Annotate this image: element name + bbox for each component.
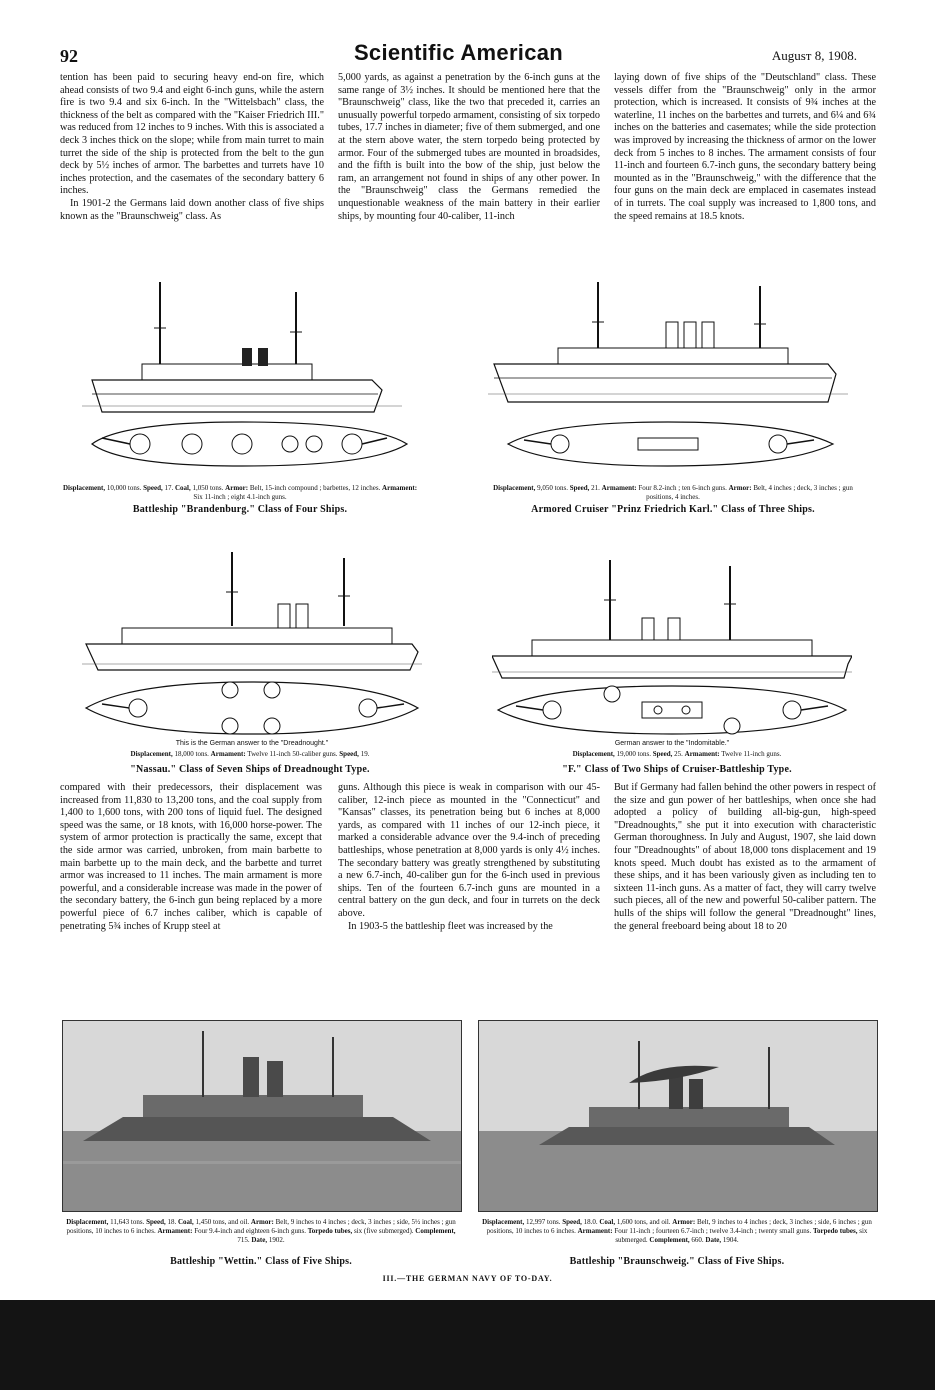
braunschweig-spec bbox=[478, 1218, 876, 1245]
text-column-mid-1 bbox=[60, 782, 322, 933]
paragraph: tention has been paid to securing heavy end-on fire, which ahead consists of two 9.4 and eight 6-inch guns, while the astern fire is two 9.4 and six 6-inch. In the "Wittelsbach" class, the thickness of the belt as compared with the "Kaiser Friedrich III." was reduced from 12 inches to 9 inches. With this is associated a deck 3 inches thick on the slope; while from main turret to main turret the side of the ship is protected from the belt to the gun deck by 5½ inches of armor. The barbettes and turrets have 10 inches protection, and the casemates of the secondary battery 6 inches. bbox=[60, 72, 324, 197]
spec-label: Armament: bbox=[577, 1227, 613, 1235]
spec-label: Armament: bbox=[601, 484, 637, 492]
spec-value: Belt, 9 inches to 4 inches ; deck, 3 inches ; side, 6 inches ; gun positions, 10 inches to 6 inches. bbox=[486, 1218, 872, 1235]
spec-value: Belt, 15-inch compound ; barbettes, 12 inches. bbox=[248, 484, 383, 492]
prinz-friedrich-karl-caption: Armored Cruiser "Prinz Friedrich Karl." Class of Three Ships. bbox=[531, 504, 815, 515]
brandenburg-profile-drawing bbox=[82, 282, 412, 482]
spec-value: 18,000 tons. bbox=[172, 750, 211, 758]
spec-value: 660. bbox=[689, 1236, 706, 1244]
paragraph: laying down of five ships of the "Deutschland" class. These vessels differ from the "Braunschweig" only in the armor protection, which is increased. It consists of 9¾ inches at the waterline, 11 inches on the barbettes and turrets, and 6¼ and 6¾ inches on the batteries and casemates; while the side protection was improved by increasing the thickness of armor on the lower deck from 5 inches to 8 inches. The armament consists of four 11-inch and fourteen 6.7-inch guns, the secondary battery being mounted as in the "Braunschweig," with the difference that the four guns on the main deck are emplaced in casemates instead of in turrets. The coal supply was increased to 1,800 tons, and the speed remains at 18.5 knots. bbox=[614, 72, 876, 222]
spec-value: Twelve 11-inch guns. bbox=[719, 750, 782, 758]
spec-value: 18. bbox=[165, 1218, 178, 1226]
bottom-watermark-band bbox=[0, 1300, 935, 1390]
page-header bbox=[60, 40, 857, 70]
f-class-caption: "F." Class of Two Ships of Cruiser-Battleship Type. bbox=[562, 764, 792, 775]
spec-label: Armor: bbox=[225, 484, 249, 492]
f-class-spec bbox=[492, 750, 862, 759]
spec-label: Date, bbox=[251, 1236, 268, 1244]
prinz-friedrich-karl-spec bbox=[488, 484, 858, 502]
spec-label: Speed, bbox=[652, 750, 673, 758]
spec-value: six (five submerged). bbox=[352, 1227, 416, 1235]
spec-value: Six 11-inch ; eight 4.1-inch guns. bbox=[193, 493, 287, 501]
spec-label: Speed, bbox=[339, 750, 359, 758]
spec-label: Displacement, bbox=[62, 484, 106, 492]
spec-value: 1902. bbox=[267, 1236, 285, 1244]
spec-value: 25. bbox=[672, 750, 685, 758]
text-column-top-3 bbox=[614, 72, 876, 223]
spec-value: 11,643 tons. bbox=[108, 1218, 147, 1226]
braunschweig-photograph bbox=[478, 1020, 878, 1212]
f-class-profile-drawing bbox=[492, 560, 852, 740]
spec-value: 1,450 tons, and oil. bbox=[193, 1218, 251, 1226]
spec-label: Torpedo tubes, bbox=[812, 1227, 858, 1235]
text-column-mid-2 bbox=[338, 782, 600, 933]
paragraph: 5,000 yards, as against a penetration by the 6-inch guns at the same range of 3½ inches. It should be mentioned here that the "Braunschweig" class, like the two that preceded it, carries an unusually powerful torpedo armament, consisting of six torpedo tubes, 17.7 inches in diameter; five of them submerged, and one at the stern above water, the stern torpedo being protected by armor. Four of the submerged tubes are mounted in broadsides, and the fifth is built into the bow of the ship, just below the ram, an arrangement not found in ships of any other power. In the "Braunschweig" class the Germans remedied the unquestionable weakness of the main battery in their earlier ships, by mounting four 40-caliber, 11-inch bbox=[338, 72, 600, 222]
spec-label: Armor: bbox=[728, 484, 752, 492]
spec-label: Armament: bbox=[210, 750, 246, 758]
spec-value: 10,000 tons. bbox=[105, 484, 144, 492]
paragraph: In 1901-2 the Germans laid down another class of five ships known as the "Braunschweig" class. As bbox=[60, 197, 324, 222]
spec-value: 19,000 tons. bbox=[614, 750, 653, 758]
braunschweig-caption: Battleship "Braunschweig." Class of Five Ships. bbox=[569, 1256, 785, 1267]
spec-label: Coal, bbox=[177, 1218, 194, 1226]
paragraph: In 1903-5 the battleship fleet was increased by the bbox=[348, 920, 553, 932]
spec-value: 715. bbox=[237, 1236, 252, 1244]
spec-label: Torpedo tubes, bbox=[307, 1227, 353, 1235]
spec-value: six submerged. bbox=[615, 1227, 868, 1244]
paragraph: But if Germany had fallen behind the other powers in respect of the size and gun power of her battleships, when once she had adopted a policy of building all-big-gun, high-speed "Dreadnoughts," she put it into execution with characteristic German thoroughness. In July and August, 1907, she laid down four "Dreadnoughts" of about 18,000 tons displacement and 19 knots speed. Much doubt has existed as to the armament of these ships, and it has been variously given as including ten to sixteen 11-inch guns. As a matter of fact, they will carry twelve such pieces, all of the new and powerful 50-caliber pattern. The hulls of the ships will follow the general "Dreadnought" lines, the general freeboard being about 18 to 20 bbox=[614, 782, 876, 932]
spec-value: 12,997 tons. bbox=[524, 1218, 563, 1226]
spec-label: Armor: bbox=[672, 1218, 696, 1226]
text-column-top-1 bbox=[60, 72, 324, 223]
nassau-profile-drawing bbox=[82, 552, 422, 737]
spec-label: Displacement, bbox=[482, 1218, 525, 1226]
spec-value: 17. bbox=[162, 484, 175, 492]
spec-label: Speed, bbox=[569, 484, 590, 492]
spec-label: Speed, bbox=[143, 484, 163, 492]
text-column-mid-3 bbox=[614, 782, 876, 933]
text-column-top-2 bbox=[338, 72, 600, 223]
f-class-note: German answer to the "Indomitable." bbox=[614, 740, 730, 747]
spec-label: Armament: bbox=[382, 484, 418, 492]
spec-label: Complement, bbox=[649, 1236, 690, 1244]
spec-value: 21. bbox=[589, 484, 602, 492]
spec-value: Four 11-inch ; fourteen 6.7-inch ; twelve 3.4-inch ; twenty small guns. bbox=[612, 1227, 813, 1235]
paragraph: compared with their predecessors, their displacement was increased from 11,830 to 13,200 tons, and the coal supply from 1,400 to 1,600 tons, with 200 tons of liquid fuel. The designed speed was the same, or 18 knots, with 16,000 horse-power. The system of armor protection is practically the same, except that the side armor was carried, unbroken, from main barbette to main barbette up to the main deck, and the barbette and turret armor was increased to 11 inches. The main armament is more powerful, and a considerable increase was made in the power of the secondary battery, the 6-inch gun being replaced by a more powerful piece of 6.7 inches caliber, which is capable of penetrating 5¾ inches of Krupp steel at bbox=[60, 782, 322, 932]
spec-value: Four 9.4-inch and eighteen 6-inch guns. bbox=[192, 1227, 308, 1235]
spec-value: Four 8.2-inch ; ten 6-inch guns. bbox=[636, 484, 729, 492]
spec-value: 18.0. bbox=[581, 1218, 600, 1226]
section-title: III.—THE GERMAN NAVY OF TO-DAY. bbox=[382, 1274, 553, 1283]
spec-label: Coal, bbox=[599, 1218, 616, 1226]
spec-label: Armament: bbox=[684, 750, 720, 758]
spec-value: 1,050 tons. bbox=[190, 484, 226, 492]
issue-date: Augusт 8, 1908. bbox=[771, 48, 857, 63]
paragraph: guns. Although this piece is weak in comparison with our 45-caliber, 12-inch piece as mounted in the "Connecticut" and "Kansas" classes, its penetration being but 6 inches at 8,000 yards, as compared with 11 inches of our 12-inch piece, it marked a considerable advance over the 9.4-inch of preceding battleships, whose penetration at 8,000 yards is only 4½ inches. The secondary battery was greatly strengthened by substituting a new 6.7-inch, 40-caliber gun for the 6-inch used in previous ships. Ten of the fourteen 6.7-inch guns are mounted in a central battery on the gun deck, and four in turrets on the deck above. bbox=[338, 782, 600, 919]
page-number: 92 bbox=[60, 46, 78, 66]
spec-value: Belt, 9 inches to 4 inches ; deck, 3 inches ; side, 5½ inches ; gun positions, 10 inches to 6 inches. bbox=[66, 1218, 456, 1235]
spec-label: Speed, bbox=[562, 1218, 582, 1226]
spec-value: 1,600 tons, and oil. bbox=[615, 1218, 673, 1226]
spec-label: Armament: bbox=[157, 1227, 193, 1235]
spec-label: Armor: bbox=[250, 1218, 274, 1226]
wettin-photograph bbox=[62, 1020, 462, 1212]
spec-value: 19. bbox=[358, 750, 370, 758]
masthead: Scientific American bbox=[353, 40, 564, 65]
spec-label: Complement, bbox=[415, 1227, 456, 1235]
spec-value: Belt, 4 inches ; deck, 3 inches ; gun positions, 4 inches. bbox=[646, 484, 853, 501]
spec-label: Date, bbox=[705, 1236, 722, 1244]
spec-label: Displacement, bbox=[572, 750, 615, 758]
spec-value: 1904. bbox=[721, 1236, 739, 1244]
prinz-friedrich-karl-profile-drawing bbox=[488, 282, 848, 482]
spec-label: Coal, bbox=[174, 484, 191, 492]
wettin-spec bbox=[62, 1218, 460, 1245]
spec-value: Twelve 11-inch 50-caliber guns. bbox=[245, 750, 340, 758]
brandenburg-spec bbox=[60, 484, 420, 502]
spec-label: Displacement, bbox=[493, 484, 536, 492]
spec-label: Displacement, bbox=[66, 1218, 109, 1226]
brandenburg-caption: Battleship "Brandenburg." Class of Four Ships. bbox=[132, 504, 348, 515]
wettin-caption: Battleship "Wettin." Class of Five Ships. bbox=[170, 1256, 352, 1267]
spec-label: Displacement, bbox=[130, 750, 173, 758]
spec-label: Speed, bbox=[146, 1218, 166, 1226]
nassau-caption: "Nassau." Class of Seven Ships of Dreadnought Type. bbox=[130, 764, 370, 775]
spec-value: 9,050 tons. bbox=[535, 484, 570, 492]
nassau-note: This is the German answer to the "Dreadnought." bbox=[175, 740, 329, 747]
nassau-spec bbox=[60, 750, 440, 759]
